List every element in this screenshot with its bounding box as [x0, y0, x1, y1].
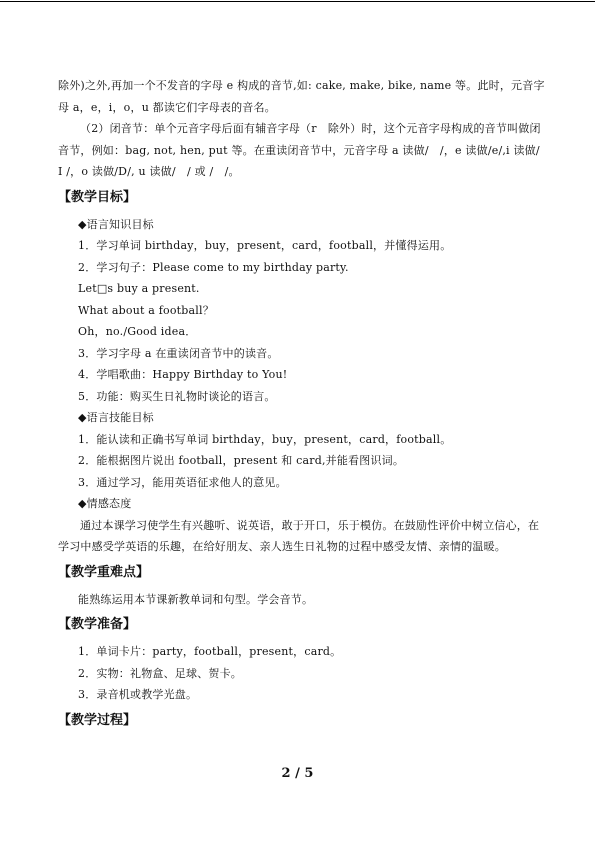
list-item: Let□s buy a present.	[78, 282, 200, 295]
list-item: 1．能认读和正确书写单词 birthday，buy，present，card，football。	[78, 432, 452, 446]
subheading-skill-goals: ◆语言技能目标	[78, 411, 154, 424]
key-points-text: 能熟练运用本节课新教单词和句型。学会音节。	[78, 592, 314, 606]
list-item: 3．通过学习，能用英语征求他人的意见。	[78, 475, 287, 489]
list-item: 3．学习字母 a 在重读闭音节中的读音。	[78, 346, 279, 360]
list-item: 1．学习单词 birthday，buy，present，card，football，并懂得运用。	[78, 239, 452, 252]
top-rule	[0, 1, 595, 2]
heading-teaching-goals: 【教学目标】	[58, 189, 137, 205]
list-item: 4．学唱歌曲：Happy Birthday to You!	[78, 368, 288, 381]
list-item: 5．功能：购买生日礼物时谈论的语言。	[78, 389, 276, 403]
emotion-paragraph: 通过本课学习使学生有兴趣听、说英语，敢于开口，乐于模仿。在鼓励性评价中树立信心，在学习中感受学英语的乐趣，在给好朋友、亲人选生日礼物的过程中感受友情、亲情的温暖。	[58, 518, 540, 553]
list-item: 2．学习句子：Please come to my birthday party.	[78, 260, 349, 274]
subheading-emotion: ◆情感态度	[78, 497, 132, 510]
list-item: What about a football？	[78, 303, 214, 317]
subheading-knowledge-goals: ◆语言知识目标	[78, 217, 154, 231]
list-item: 2．能根据图片说出 football，present 和 card,并能看图识词。	[78, 454, 405, 467]
page-number: 2 / 5	[281, 766, 314, 781]
list-item: 1．单词卡片：party，football，present，card。	[78, 645, 342, 658]
intro-closed-syllable: （2）闭音节：单个元音字母后面有辅音字母（r 除外）时，这个元音字母构成的音节叫做闭音节，例如：bag, not, hen, put 等。在重读闭音节中，元音字母 a 读做/ /，e 读做/e/,i 读做/ I /，o 读做/D/, u 读做/ / 或 / /。	[58, 122, 541, 178]
list-item: 2．实物：礼物盒、足球、贺卡。	[78, 666, 242, 680]
intro-open-syllable: 除外)之外,再加一个不发音的字母 e 构成的音节,如: cake, make, bike, name 等。此时，元音字母 a，e，i，o，u 都读它们字母表的音名。	[58, 79, 545, 114]
document-body	[58, 75, 548, 737]
heading-preparation: 【教学准备】	[58, 617, 137, 632]
heading-teaching-process: 【教学过程】	[58, 712, 137, 728]
heading-key-points: 【教学重难点】	[58, 564, 150, 580]
list-item: 3．录音机或教学光盘。	[78, 688, 198, 701]
list-item: Oh，no./Good idea．	[78, 325, 197, 338]
